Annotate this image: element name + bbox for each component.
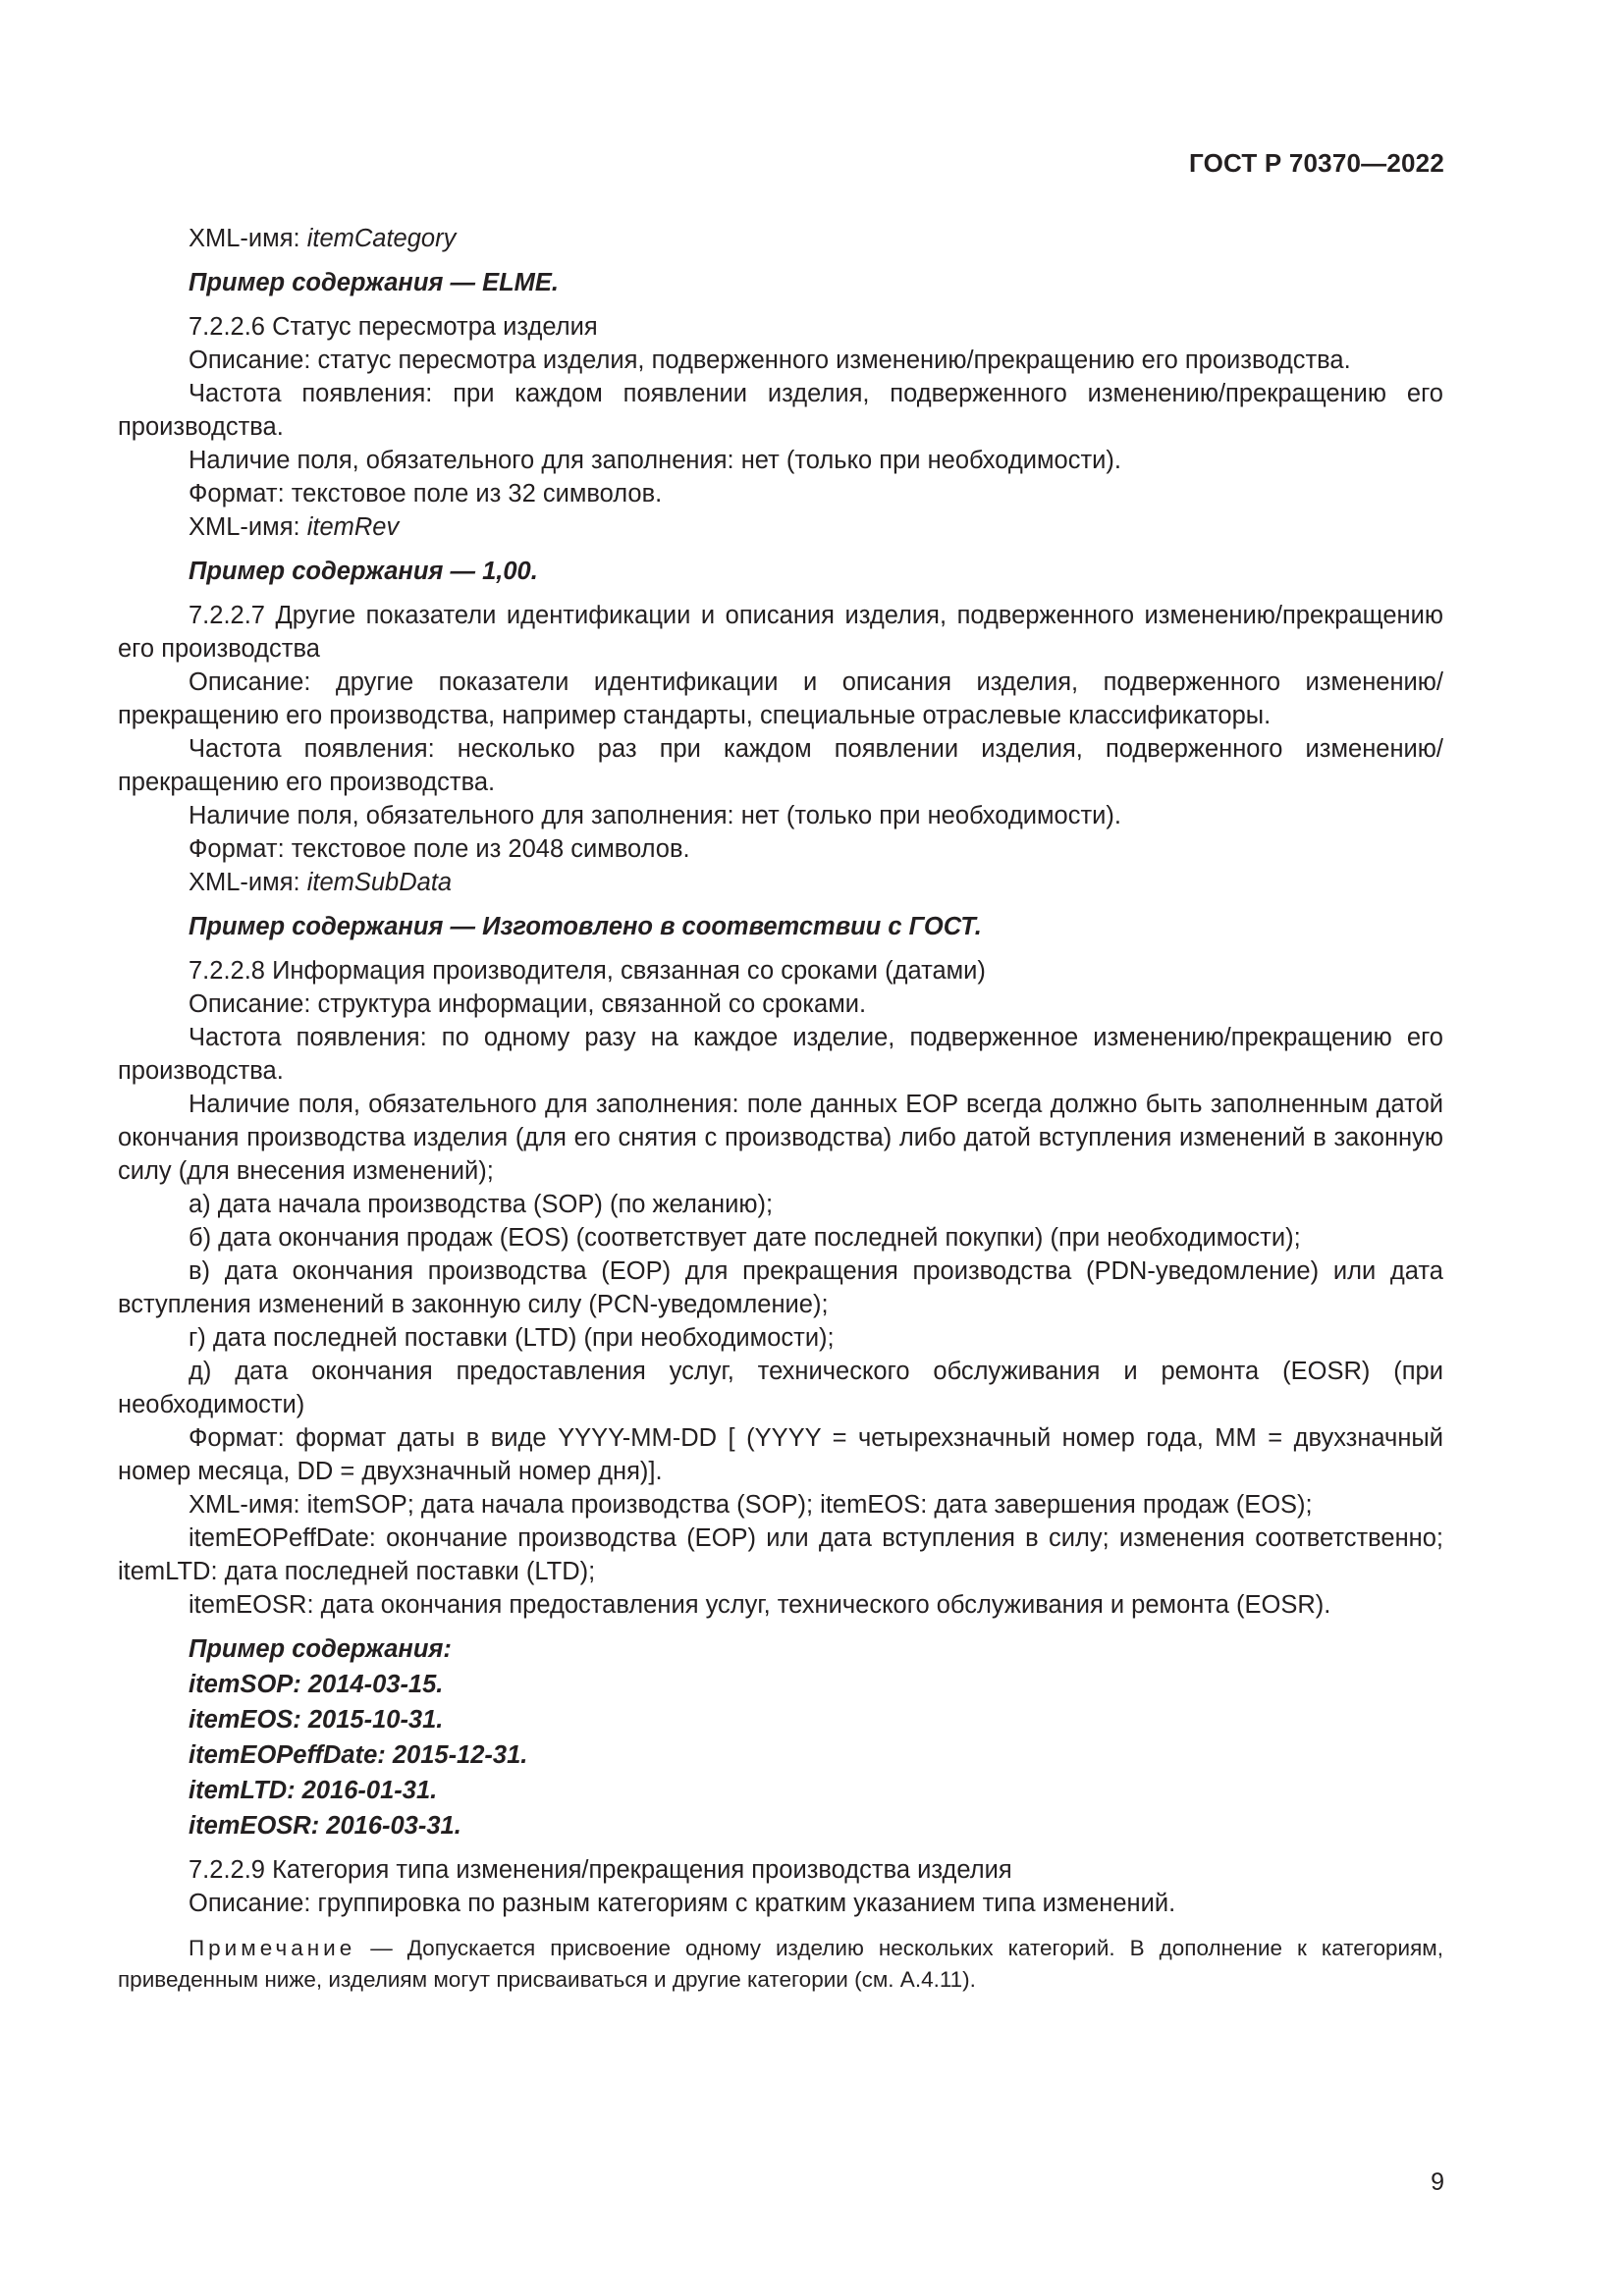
paragraph: Описание: статус пересмотра изделия, подверженного изменению/прекращению его производства.	[189, 347, 1351, 374]
paragraph: Частота появления: несколько раз при каждом появлении изделия, подверженного изменению/ прекращению его производства.	[118, 735, 1443, 796]
content-example-line: itemEOS: 2015-10-31.	[189, 1706, 444, 1734]
content-example: Пример содержания — Изготовлено в соответствии с ГОСТ.	[189, 913, 982, 940]
list-item: а) дата начала производства (SOP) (по желанию);	[189, 1191, 774, 1218]
list-item: г) дата последней поставки (LTD) (при необходимости);	[189, 1324, 835, 1352]
xml-name-line: XML-имя: itemCategory	[189, 225, 457, 252]
paragraph: Частота появления: по одному разу на каждое изделие, подверженное изменению/прекращению его производства.	[118, 1024, 1443, 1085]
content-example-line: itemEOSR: 2016-03-31.	[189, 1812, 461, 1840]
paragraph: Описание: группировка по разным категориям с кратким указанием типа изменений.	[189, 1890, 1176, 1917]
note-text: — Допускается присвоение одному изделию нескольких категорий. В дополнение к категориям, приведенным ниже, изделиям могут присваиваться и другие категории (см. А.4.11).	[118, 1936, 1443, 1992]
section-heading: 7.2.2.8 Информация производителя, связанная со сроками (датами)	[189, 957, 986, 985]
content-example-line: itemSOP: 2014-03-15.	[189, 1671, 444, 1698]
section-heading: 7.2.2.9 Категория типа изменения/прекращения производства изделия	[189, 1856, 1012, 1884]
content-example-line: itemEOPeffDate: 2015-12-31.	[189, 1741, 528, 1769]
xml-name-line: XML-имя: itemRev	[189, 513, 400, 541]
paragraph: Частота появления: при каждом появлении изделия, подверженного изменению/прекращению его производства.	[118, 380, 1443, 441]
content-example: Пример содержания — 1,00.	[189, 558, 538, 585]
document-header: ГОСТ Р 70370—2022	[1189, 148, 1444, 178]
xml-name: itemRev	[306, 513, 400, 541]
section-heading: 7.2.2.7 Другие показатели идентификации и описания изделия, подверженного изменению/прекращению его производства	[118, 602, 1443, 663]
note	[118, 1933, 1443, 1996]
content-example: Пример содержания — ELME.	[189, 269, 559, 296]
paragraph: Наличие поля, обязательного для заполнения: нет (только при необходимости).	[189, 802, 1121, 829]
list-item: д) дата окончания предоставления услуг, технического обслуживания и ремонта (EOSR) (при необходимости)	[118, 1358, 1443, 1418]
paragraph: Описание: структура информации, связанной со сроками.	[189, 990, 867, 1018]
xml-name-line: XML-имя: itemSubData	[189, 869, 453, 896]
paragraph: Описание: другие показатели идентификации и описания изделия, подверженного изменению/ прекращению его производства, например стандарты, специальные отраслевые классификаторы.	[118, 668, 1443, 729]
xml-name: itemSubData	[306, 869, 453, 896]
content-example-heading: Пример содержания:	[189, 1635, 452, 1663]
list-item: б) дата окончания продаж (EOS) (соответствует дате последней покупки) (при необходимости);	[189, 1224, 1301, 1252]
paragraph: Формат: текстовое поле из 2048 символов.	[189, 835, 690, 863]
paragraph: Формат: текстовое поле из 32 символов.	[189, 480, 663, 507]
paragraph: Наличие поля, обязательного для заполнения: нет (только при необходимости).	[189, 447, 1121, 474]
page-number: 9	[1431, 2168, 1444, 2196]
section-heading: 7.2.2.6 Статус пересмотра изделия	[189, 313, 598, 341]
paragraph: XML-имя: itemSOP; дата начала производства (SOP); itemEOS: дата завершения продаж (EOS);	[189, 1491, 1313, 1519]
note-label: Примечание	[189, 1936, 356, 1960]
paragraph: itemEOPeffDate: окончание производства (EOP) или дата вступления в силу; изменения соответственно; itemLTD: дата последней поставки (LTD);	[118, 1524, 1443, 1585]
xml-name: itemCategory	[306, 225, 457, 252]
paragraph: Формат: формат даты в виде YYYY-MM-DD [ (YYYY = четырехзначный номер года, MM = двухзначный номер месяца, DD = двухзначный номер дня)].	[118, 1424, 1443, 1485]
paragraph: Наличие поля, обязательного для заполнения: поле данных EOP всегда должно быть заполненным датой окончания производства изделия (для его снятия с производства) либо датой вступления изменений в законную силу (для внесения изменений);	[118, 1091, 1443, 1185]
list-item: в) дата окончания производства (EOP) для прекращения производства (PDN-уведомление) или дата вступления изменений в законную силу (PCN-уведомление);	[118, 1257, 1443, 1318]
document-body	[118, 222, 1443, 1996]
paragraph: itemEOSR: дата окончания предоставления услуг, технического обслуживания и ремонта (EOSR).	[189, 1591, 1331, 1619]
content-example-line: itemLTD: 2016-01-31.	[189, 1777, 438, 1804]
